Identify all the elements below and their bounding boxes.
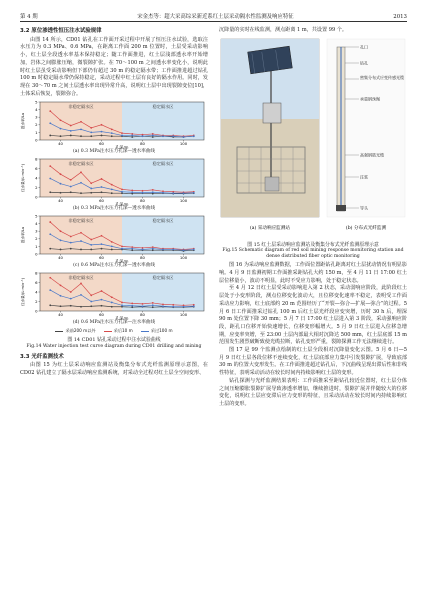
fig15b-label: (b) 分布式光纤监测 (345, 225, 387, 231)
data-point (70, 179, 72, 181)
data-point (70, 125, 72, 127)
data-point (60, 285, 62, 287)
data-point (90, 244, 92, 246)
label-guide-head: 导头 (360, 205, 368, 211)
data-point (90, 306, 92, 308)
data-point (172, 304, 174, 306)
data-point (183, 306, 185, 308)
x-tick-label: 60 (99, 141, 104, 147)
data-point (152, 189, 154, 191)
data-point (101, 305, 103, 307)
data-point (101, 299, 103, 301)
data-point (60, 120, 62, 122)
y-axis-label: 透水率/Lu (21, 227, 25, 244)
data-point (162, 249, 164, 251)
page-header (20, 8, 407, 20)
data-point (70, 236, 72, 238)
y-tick-label: 0 (35, 308, 38, 314)
data-point (101, 290, 103, 292)
figure-14 (20, 99, 208, 326)
data-point (70, 242, 72, 244)
data-point (49, 178, 51, 180)
fig14-caption-en: Fig.14 Water injection test curve diagram during CD01 drilling and mining (26, 343, 202, 349)
data-point (172, 193, 174, 195)
data-point (111, 246, 113, 248)
fig14-subcaption: (c) 0.6 MPa注水压力孔深—透水率曲线 (73, 263, 155, 269)
data-point (80, 232, 82, 234)
data-point (131, 305, 133, 307)
data-point (131, 192, 133, 194)
legend-item: 采后10 m (104, 327, 133, 335)
data-point (111, 184, 113, 186)
data-point (162, 304, 164, 306)
data-point (70, 135, 72, 137)
legend-item: 采过100 m (141, 327, 173, 335)
fig14-panel (20, 270, 208, 326)
data-point (70, 248, 72, 250)
label-rebar-cable: 高强钢筋光缆 (360, 152, 384, 158)
data-point (131, 248, 133, 250)
data-point (49, 222, 51, 224)
data-point (121, 248, 123, 250)
data-point (70, 291, 72, 293)
y-tick-label: 4 (35, 289, 38, 295)
x-axis-label: 孔深/m (115, 201, 129, 207)
data-point (142, 192, 144, 194)
section-3-3-title: 3.3 光纤监测技术 (20, 353, 64, 360)
y-tick-label: 2 (35, 299, 38, 305)
data-point (193, 136, 195, 138)
data-point (80, 182, 82, 184)
y-tick-label: 8 (35, 156, 38, 162)
data-point (80, 172, 82, 174)
data-point (193, 306, 195, 308)
x-tick-label: 40 (58, 255, 63, 261)
x-tick-label: 60 (99, 312, 104, 318)
data-point (60, 136, 62, 138)
x-axis-label: 孔深/m (115, 144, 129, 150)
data-point (90, 188, 92, 190)
zone-label: 稳定隔水区 (152, 218, 174, 224)
data-point (80, 283, 82, 285)
y-tick-label: 2 (35, 122, 38, 128)
fig14-panel (20, 156, 208, 212)
paragraph-fig16: 图 16 为采动响应监测数据，工作面位置距钻孔距离对红土层扰动情况有明显影响。4 月 9 日监测初期工作面推采距钻孔大约 150 m，至 4 月 11 日 17:00 红土层位移量小，波动不明显，此时不受应力影响，处于稳定状态。 (219, 262, 407, 284)
control-box-icon (263, 103, 281, 123)
zone-label: 稳定隔水区 (152, 161, 174, 167)
data-point (121, 246, 123, 248)
y-tick-label: 6 (35, 280, 38, 286)
zone-label: 非稳定隔水区 (68, 104, 94, 110)
x-tick-label: 100 (179, 141, 188, 147)
data-point (121, 189, 123, 191)
data-point (183, 136, 185, 138)
data-point (60, 231, 62, 233)
data-point (142, 303, 144, 305)
data-point (152, 248, 154, 250)
fig14-subcaption: (b) 0.3 MPa注水压力孔深—透水率曲线 (72, 206, 156, 212)
header-rule (20, 21, 407, 22)
data-point (121, 302, 123, 304)
data-point (80, 193, 82, 195)
y-tick-label: 4 (35, 175, 38, 181)
data-point (172, 136, 174, 138)
data-point (111, 129, 113, 131)
data-point (49, 135, 51, 137)
data-point (121, 133, 123, 135)
y-axis-label: 透水率/Lu (21, 113, 25, 130)
zone-label: 稳定隔水区 (152, 104, 174, 110)
x-tick-label: 80 (140, 198, 145, 204)
data-point (80, 249, 82, 251)
data-point (142, 249, 144, 251)
data-point (80, 306, 82, 308)
data-point (80, 241, 82, 243)
data-point (90, 295, 92, 297)
data-point (60, 174, 62, 176)
data-point (60, 183, 62, 185)
paragraph-3-3: 由图 15 为红土层采动响应监测站及衡集分布式光纤监测原理示意图，在 CD02 钻孔建立了隔水层采动响应监测系统，对采动全过程对红土层全空间变形、 (20, 362, 208, 377)
y-tick-label: 4 (35, 221, 38, 227)
data-point (152, 192, 154, 194)
x-tick-label: 80 (140, 312, 145, 318)
x-axis-label: 孔深/m (115, 315, 129, 321)
fig15a-label: (a) 采动响应监测站 (250, 225, 290, 231)
x-tick-label: 100 (179, 312, 188, 318)
paragraph-continued: 沉降量的实时在线监测，测点距离 1 m，共设置 99 个。 (219, 27, 347, 33)
paragraph-conclusion: 钻孔探测与光纤监测结果表明：工作面推采至距钻孔较近位置时，红土层分体之间压缩膨胀裂隙扩展导致渗透率增加，继续推进时，裂隙扩展并伴随较大的位移变化，说明红土层应变滞后应力变形的特征，且采动活动在较长时间内持续影响红土层的变形。 (219, 377, 407, 407)
data-point (172, 249, 174, 251)
data-point (90, 249, 92, 251)
data-point (152, 135, 154, 137)
zone-label: 非稳定隔水区 (68, 275, 94, 281)
y-tick-label: 1 (35, 244, 38, 250)
data-point (111, 306, 113, 308)
data-point (142, 306, 144, 308)
fig14-panel (20, 213, 208, 269)
data-point (101, 244, 103, 246)
data-point (111, 302, 113, 304)
figure-15-drawing (219, 37, 407, 242)
data-point (70, 130, 72, 132)
x-tick-label: 100 (179, 255, 188, 261)
data-point (60, 295, 62, 297)
data-point (111, 241, 113, 243)
data-point (101, 178, 103, 180)
y-axis-label: 注水量/(L·min⁻¹) (21, 278, 25, 307)
data-point (131, 135, 133, 137)
data-point (60, 249, 62, 251)
data-point (183, 193, 185, 195)
data-point (101, 135, 103, 137)
data-point (49, 248, 51, 250)
zone-label: 非稳定隔水区 (68, 161, 94, 167)
x-tick-label: 100 (179, 198, 188, 204)
data-point (49, 192, 51, 194)
data-point (101, 248, 103, 250)
data-point (162, 306, 164, 308)
fig15-caption-en: Fig.15 Schematic diagram of red soil mining response monitoring station and dense distributed fiber optic monitoring (222, 248, 404, 260)
y-tick-label: 0 (35, 251, 38, 257)
fig14-caption-cn: 图 14 CD01 钻孔采动过程中注水试验曲线 (67, 337, 161, 344)
data-point (111, 193, 113, 195)
x-tick-label: 80 (140, 141, 145, 147)
y-tick-label: 3 (35, 114, 38, 120)
issue-number: 第 4 期 (20, 14, 38, 20)
data-point (49, 290, 51, 292)
data-point (111, 297, 113, 299)
right-column (219, 27, 407, 409)
data-point (183, 250, 185, 252)
paragraph-fig17: 图 17 是 99 个监测点绘制的红土层全段相对沉降量变化云图。5 月 6 日—5 月 9 日红土层各段位移不连续变化，红土层底部应力集中引发裂隙扩展，导致底部 30 m 的位置大变形发生。在工作面推进超过钻孔后，下沉曲线呈现出滞后性和非线性特征，表明采动活动在较长时间内持续影响红土层的变形。 (219, 347, 407, 377)
x-tick-label: 40 (58, 141, 63, 147)
ground (221, 119, 319, 217)
data-point (49, 305, 51, 307)
paragraph-3-2: 由图 14 所示，CD01 钻孔在工作面开采过程中开展了恒压注水试验，选取注水压力为 0.3 MPa、0.6 MPa，在距离工作面 200 m 位置时，土层受采动影响小，红土层全段透水率基本保持稳定；随工作面推进，红土层浅部透水率开始增加，岩体之间膨胀压缩，微裂隙扩张。在 70～100 m 之间透水率变化小，说明此时红土层虽受采动影响但下部仍有超过 30 m 的稳定隔水带；工作面推进超过钻孔 100 m 时稳定隔水带仍保持稳定，采动过程中红土层有良好的隔水作用。同时，发现在 30～70 m 之间土层透水率出现异常升高，说明红土层中出现裂隙变位[10]，土体采后恢复，裂隙弥合。 (20, 36, 208, 97)
data-point (90, 136, 92, 138)
data-point (49, 166, 51, 168)
fig14-legend (20, 327, 208, 335)
section-3-2-title: 3.2 原位渗透性恒压注水试验规律 (20, 28, 102, 34)
fig14-subcaption: (a) 0.3 MPa注水压力孔深—透水率曲线 (72, 149, 155, 155)
fig15-caption-cn: 图 15 红土层采动响应监测站及衡集分布式光纤监测原理示意 (247, 241, 379, 248)
data-point (49, 277, 51, 279)
data-point (111, 249, 113, 251)
data-point (172, 306, 174, 308)
data-point (70, 298, 72, 300)
y-tick-label: 1 (35, 130, 38, 136)
year: 2013 (393, 14, 407, 20)
data-point (90, 183, 92, 185)
label-strain-cable: 密集分布式应变传感光缆 (360, 74, 404, 80)
zone-label: 非稳定隔水区 (68, 218, 94, 224)
fig14-panel-chart (20, 270, 208, 320)
data-point (49, 111, 51, 113)
y-tick-label: 5 (35, 213, 38, 219)
data-point (90, 132, 92, 134)
x-tick-label: 60 (99, 255, 104, 261)
left-column (20, 27, 208, 378)
data-point (90, 239, 92, 241)
y-tick-label: 4 (35, 107, 38, 113)
data-point (101, 186, 103, 188)
y-tick-label: 0 (35, 194, 38, 200)
fig14-panel-chart (20, 156, 208, 206)
zone-label: 稳定隔水区 (152, 275, 174, 281)
data-point (121, 305, 123, 307)
y-tick-label: 8 (35, 270, 38, 276)
data-point (101, 131, 103, 133)
data-point (80, 129, 82, 131)
data-point (70, 186, 72, 188)
y-tick-label: 2 (35, 185, 38, 191)
data-point (60, 128, 62, 130)
data-point (49, 123, 51, 125)
y-tick-label: 5 (35, 99, 38, 105)
y-tick-label: 2 (35, 236, 38, 242)
y-tick-label: 6 (35, 166, 38, 172)
data-point (111, 189, 113, 191)
data-point (121, 191, 123, 193)
label-steel-rope: 承重钢丝绳 (360, 96, 380, 102)
figure-15 (219, 37, 407, 242)
data-point (142, 190, 144, 192)
fig14-panel-chart (20, 99, 208, 149)
data-point (49, 234, 51, 236)
data-point (101, 235, 103, 237)
data-point (90, 192, 92, 194)
data-point (142, 136, 144, 138)
fig14-subcaption: (d) 0.6 MPa注水压力孔深—注水率曲线 (72, 320, 156, 326)
x-axis-label: 孔深/m (115, 258, 129, 264)
y-tick-label: 0 (35, 137, 38, 143)
data-point (193, 192, 195, 194)
data-point (60, 306, 62, 308)
fig14-panel (20, 99, 208, 155)
x-tick-label: 40 (58, 198, 63, 204)
data-point (80, 294, 82, 296)
data-point (152, 307, 154, 309)
legend-item: 采前200 m以外 (55, 327, 95, 335)
data-point (131, 190, 133, 192)
data-point (101, 192, 103, 194)
data-point (162, 136, 164, 138)
label-grouting: 注浆 (360, 174, 368, 180)
x-tick-label: 40 (58, 312, 63, 318)
y-axis-label: 注水量/(L·min⁻¹) (21, 164, 25, 193)
data-point (131, 303, 133, 305)
data-point (193, 249, 195, 251)
label-zuankong: 钻孔 (360, 60, 368, 66)
data-point (60, 192, 62, 194)
data-point (60, 240, 62, 242)
wellhead-icon (265, 177, 279, 191)
paragraph-stage2: 至 4 月 12 日红土层受采动影响进入第 2 状态，采动弱响应阶段，此阶段红土层处于小变形阶段，测点位移变化波动大，且位移变化速率不稳定，表明受工作面采动应力影响，红土底部约 20 m 范围经历了“开裂—弥合—扩展—弥合”的过程。5 月 6 日工作面推采过钻孔 100 m 后红土层光纤段应变突增，历时 30 h 后，埋深 90 m 处位置下降 30 mm；5 月 7 日 17:00 红土层进入第 3 阶段，采动强响应阶段，距孔口位移开始快速增长，位移变形幅增大。5 月 9 日红土层进入位移急增期，应变率突增，至 23:00 土层内部最大相对沉降达 500 mm，红土层底部 15 m 范围发生剧烈破断致使光缆拉断，钻孔变形严重，裂隙探测工作无法继续进行。 (219, 285, 407, 346)
guide-head-icon (336, 205, 346, 211)
data-point (162, 192, 164, 194)
data-point (80, 121, 82, 123)
data-point (70, 305, 72, 307)
data-point (152, 305, 154, 307)
label-kongkou: 孔口 (360, 44, 368, 50)
data-point (70, 192, 72, 194)
data-point (80, 136, 82, 138)
data-point (152, 302, 154, 304)
data-point (90, 301, 92, 303)
x-tick-label: 80 (140, 255, 145, 261)
y-tick-label: 3 (35, 228, 38, 234)
data-point (90, 127, 92, 129)
fig14-panel-chart (20, 213, 208, 263)
data-point (111, 133, 113, 135)
data-point (111, 136, 113, 138)
data-point (121, 135, 123, 137)
data-point (101, 124, 103, 126)
running-title: 宋金杰等：超大采高综采新近系红土层采动隔水性监测及响应特征 (137, 14, 294, 20)
x-tick-label: 60 (99, 198, 104, 204)
